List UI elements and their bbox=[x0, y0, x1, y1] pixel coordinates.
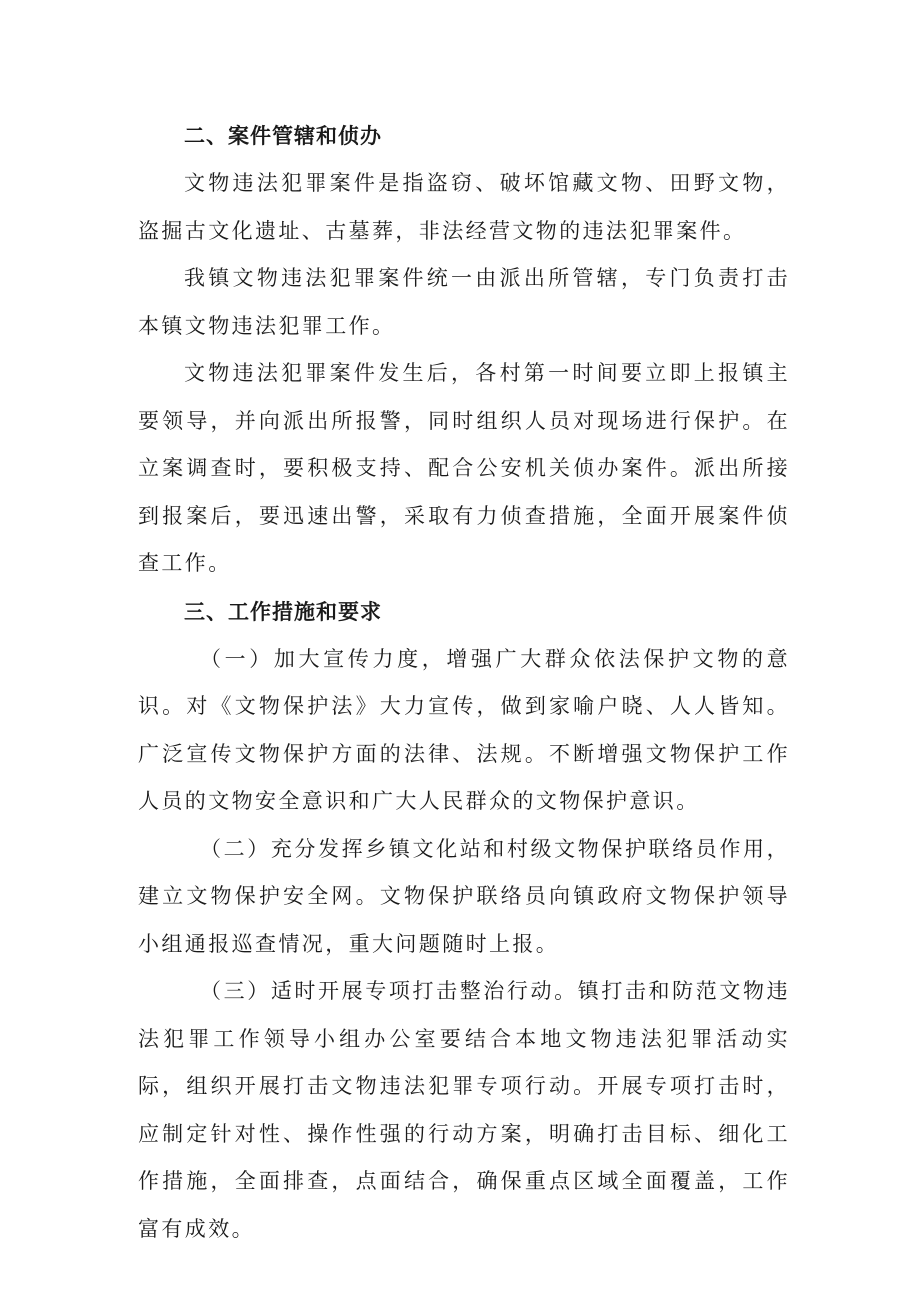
document-body bbox=[138, 112, 790, 1253]
paragraph-measure-network: （二）充分发挥乡镇文化站和村级文物保护联络员作用，建立文物保护安全网。文物保护联络员向镇政府文物保护领导小组通报巡查情况，重大问题随时上报。 bbox=[138, 836, 790, 956]
section-heading-case-jurisdiction: 二、案件管辖和侦办 bbox=[184, 124, 382, 148]
paragraph-jurisdiction: 我镇文物违法犯罪案件统一由派出所管辖，专门负责打击本镇文物违法犯罪工作。 bbox=[138, 266, 790, 338]
paragraph-measure-special-action: （三）适时开展专项打击整治行动。镇打击和防范文物违法犯罪工作领导小组办公室要结合本地文物违法犯罪活动实际，组织开展打击文物违法犯罪专项行动。开展专项打击时，应制定针对性、操作性强的行动方案，明确打击目标、细化工作措施，全面排查，点面结合，确保重点区域全面覆盖，工作富有成效。 bbox=[138, 979, 790, 1241]
paragraph-case-definition: 文物违法犯罪案件是指盗窃、破坏馆藏文物、田野文物，盗掘古文化遗址、古墓葬，非法经营文物的违法犯罪案件。 bbox=[138, 171, 790, 243]
paragraph-measure-publicity: （一）加大宣传力度，增强广大群众依法保护文物的意识。对《文物保护法》大力宣传，做到家喻户晓、人人皆知。广泛宣传文物保护方面的法律、法规。不断增强文物保护工作人员的文物安全意识和广大人民群众的文物保护意识。 bbox=[138, 646, 790, 813]
section-heading-measures: 三、工作措施和要求 bbox=[184, 599, 382, 624]
paragraph-case-handling: 文物违法犯罪案件发生后，各村第一时间要立即上报镇主要领导，并向派出所报警，同时组织人员对现场进行保护。在立案调查时，要积极支持、配合公安机关侦办案件。派出所接到报案后，要迅速出警，采取有力侦查措施，全面开展案件侦查工作。 bbox=[138, 361, 790, 575]
